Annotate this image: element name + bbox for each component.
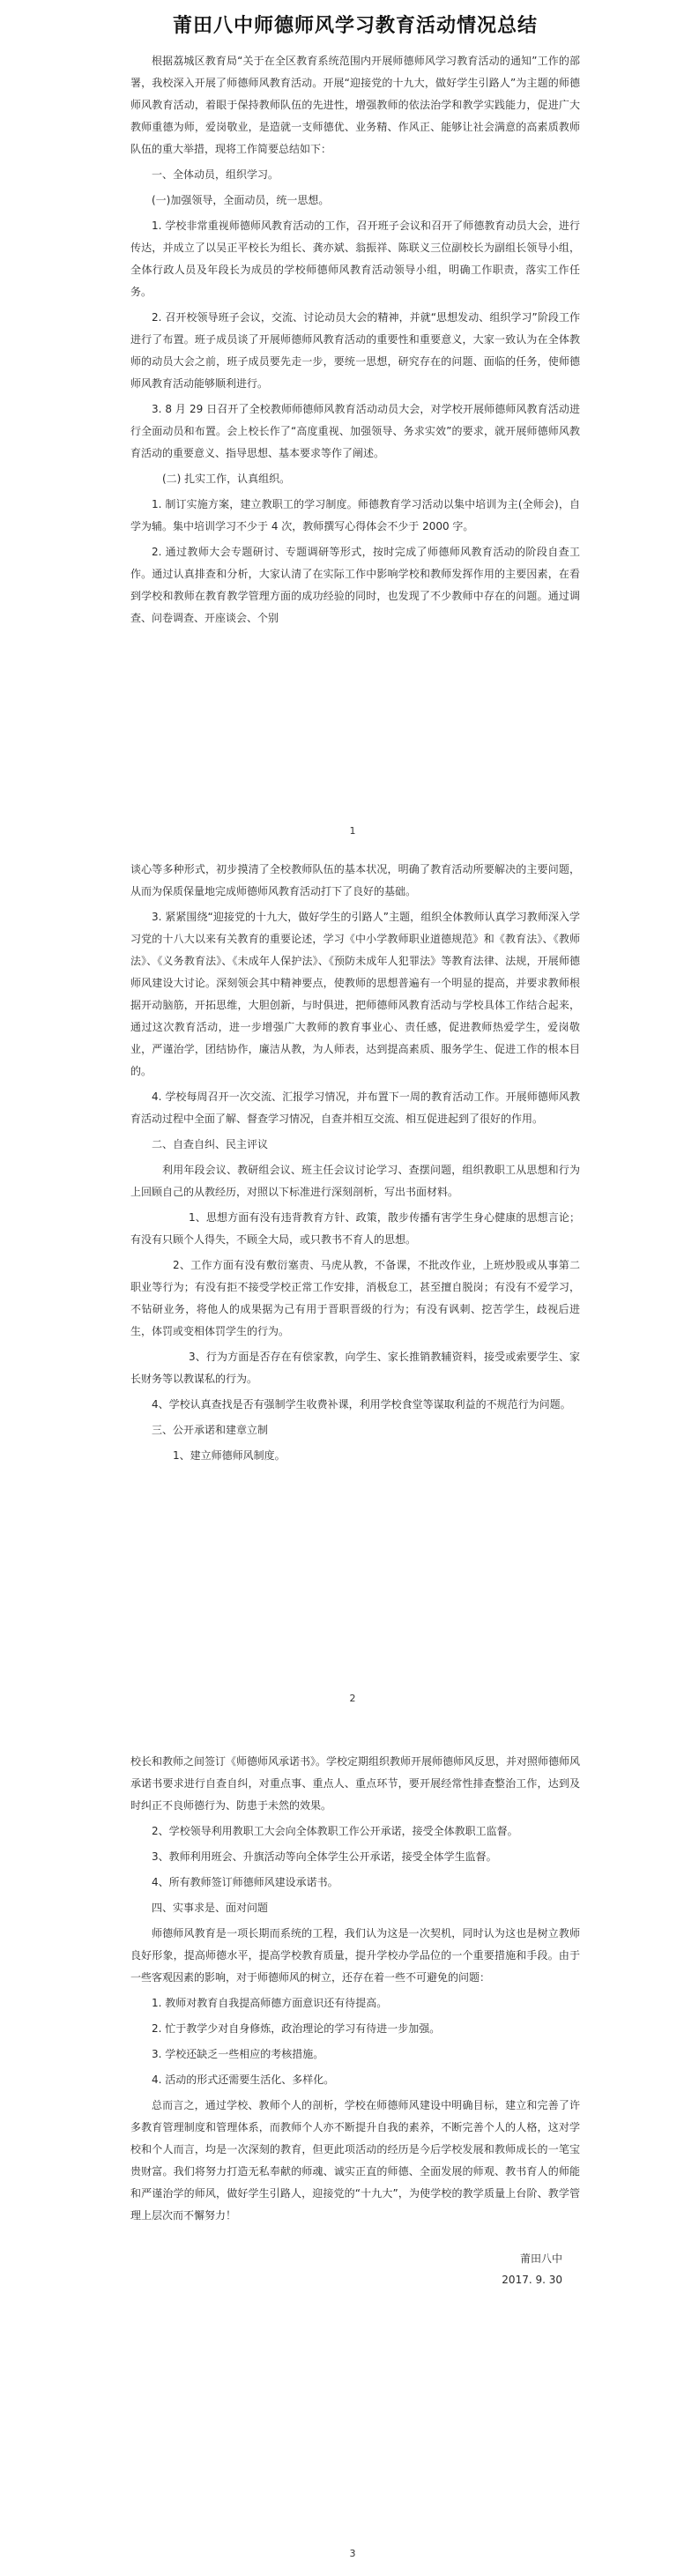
document-page-1 xyxy=(0,0,699,846)
paragraph: 校长和教师之间签订《师德师风承诺书》。学校定期组织教师开展师德师风反思，并对照师德师风承诺书要求进行自查自纠，对重点事、重点人、重点环节，要开展经常性排查整治工作，达到及时纠正不良师德行为、防患于未然的效果。 xyxy=(130,1755,581,1812)
paragraph: 4、学校认真查找是否有强制学生收费补课，利用学校食堂等谋取利益的不规范行为问题。 xyxy=(152,1398,571,1411)
section-heading: (一)加强领导，全面动员，统一思想。 xyxy=(152,194,330,206)
paragraph: 根据荔城区教育局“关于在全区教育系统范围内开展师德师风学习教育活动的通知”工作的部署，我校深入开展了师德师风教育活动。开展“迎接党的十九大，做好学生引路人”为主题的师德师风教育活动，着眼于保持教师队伍的先进性，增强教师的依法治学和教学实践能力，促进广大教师重德为师，爱岗敬业，是造就一支师德优、业务精、作风正、能够让社会满意的高素质教师队伍的重大举措，现将工作简要总结如下： xyxy=(130,55,580,155)
paragraph: 1. 学校非常重视师德师风教育活动的工作，召开班子会议和召开了师德教育动员大会，进行传达，并成立了以吴正平校长为组长、龚亦斌、翁振祥、陈联义三位副校长为副组长领导小组，全体行政人员及年段长为成员的学校师德师风教育活动领导小组，明确工作职责，落实工作任务。 xyxy=(130,220,580,298)
page-1-body xyxy=(130,50,580,629)
paragraph: 4. 活动的形式还需要生活化、多样化。 xyxy=(152,2073,335,2086)
section-heading: 二、自查自纠、民主评议 xyxy=(152,1138,269,1150)
paragraph: 3. 紧紧围绕“迎接党的十九大，做好学生的引路人”主题，组织全体教师认真学习教师深入学习党的十八大以来有关教育的重要论述，学习《中小学教师职业道德规范》和《教育法》、《教师法》、《义务教育法》、《未成年人保护法》、《预防未成年人犯罪法》等教育法律、法规，开展师德师风建设大讨论。深刻领会其中精神要点，使教师的思想普遍有一个明显的提高，并要求教师根据开动脑筋，开拓思维，大胆创新，与时俱进，把师德师风教育活动与学校具体工作结合起来，通过这次教育活动，进一步增强广大教师的教育事业心、责任感，促进教师热爱学生，爱岗敬业，严谨治学，团结协作，廉洁从教，为人师表，达到提高素质、服务学生、促进工作的根本目的。 xyxy=(130,911,580,1077)
watermark: ​ xyxy=(232,239,297,332)
document-page-2 xyxy=(0,846,699,1728)
section-heading: 一、全体动员，组织学习。 xyxy=(152,168,279,181)
paragraph: 1、建立师德师风制度。 xyxy=(173,1449,286,1462)
paragraph: 1、思想方面有没有违背教育方针、政策，散步传播有害学生身心健康的思想言论；有没有只顾个人得失，不顾全大局，或只教书不育人的思想。 xyxy=(130,1211,580,1246)
paragraph: 3、行为方面是否存在有偿家教，向学生、家长推销教辅资料，接受或索要学生、家长财务等以教谋私的行为。 xyxy=(130,1351,580,1385)
page-number: 1 xyxy=(349,825,356,837)
page-2-content xyxy=(130,859,580,1470)
paragraph: (二) 扎实工作，认真组织。 xyxy=(162,473,291,485)
paragraph: 4. 学校每周召开一次交流、汇报学习情况，并布置下一周的教育活动工作。开展师德师风教育活动过程中全面了解、督查学习情况，自查并相互交流、相互促进起到了很好的作用。 xyxy=(130,1091,580,1125)
page-number: 2 xyxy=(349,1693,356,1704)
page-1-content xyxy=(130,0,580,633)
page-3-body xyxy=(130,1751,580,2227)
page-3-content xyxy=(130,1751,580,2290)
paragraph: 1. 制订实施方案，建立教职工的学习制度。师德教育学习活动以集中培训为主(全师会)，自学为辅。集中培训学习不少于 4 次，教师撰写心得体会不少于 2000 字。 xyxy=(130,498,580,532)
paragraph: 1. 教师对教育自我提高师德方面意识还有待提高。 xyxy=(152,1997,388,2009)
paragraph: 2、工作方面有没有敷衍塞责、马虎从教，不备课，不批改作业，上班炒股或从事第二职业等行为；有没有拒不接受学校正常工作安排，消极怠工，甚至擅自脱岗；有没有不爱学习，不钻研业务，将他人的成果据为己有用于晋职晋级的行为；有没有讽刺、挖苦学生，歧视后进生，体罚或变相体罚学生的行为。 xyxy=(130,1259,580,1337)
paragraph: 2、学校领导利用教职工大会向全体教职工作公开承诺，接受全体教职工监督。 xyxy=(152,1825,518,1837)
section-heading: 四、实事求是、面对问题 xyxy=(152,1902,269,1914)
paragraph: 利用年段会议、教研组会议、班主任会议讨论学习、查摆问题，组织教职工从思想和行为上回顾自己的从教经历，对照以下标准进行深刻剖析，写出书面材料。 xyxy=(130,1164,580,1198)
paragraph: 3、教师利用班会、升旗活动等向全体学生公开承诺，接受全体学生监督。 xyxy=(152,1850,497,1863)
document-page-3 xyxy=(0,1728,699,2576)
paragraph: 4、所有教师签订师德师风建设承诺书。 xyxy=(152,1876,338,1888)
paragraph: 2. 召开校领导班子会议，交流、讨论动员大会的精神，并就“思想发动、组织学习”阶段工作进行了布置。班子成员谈了开展师德师风教育活动的重要性和重要意义，大家一致认为在全体教师的动员大会之前，班子成员要先走一步，要统一思想，研究存在的问题、面临的任务，使师德师风教育活动能够顺利进行。 xyxy=(130,311,580,390)
page-number: 3 xyxy=(349,2548,356,2559)
paragraph: 总而言之，通过学校、教师个人的剖析，学校在师德师风建设中明确目标，建立和完善了许多教育管理制度和管理体系，而教师个人亦不断提升自我的素养，不断完善个人的人格，这对学校和个人而言，均是一次深刻的教育，但更此项活动的经历是今后学校发展和教师成长的一笔宝贵财富。我们将努力打造无私奉献的师魂、诚实正直的师德、全面发展的师观、教书育人的师能和严谨治学的师风，做好学生引路人，迎接党的“十九大”，为使学校的教学质量上台阶、教学管理上层次而不懈努力！ xyxy=(130,2099,580,2222)
document-title: 莆田八中师德师风学习教育活动情况总结 xyxy=(172,14,538,37)
signature-date: 2017. 9. 30 xyxy=(502,2274,562,2286)
section-heading: 三、公开承诺和建章立制 xyxy=(152,1424,269,1436)
paragraph: 2. 通过教师大会专题研讨、专题调研等形式，按时完成了师德师风教育活动的阶段自查工作。通过认真排查和分析，大家认清了在实际工作中影响学校和教师发挥作用的主要因素，在看到学校和教师在教育教学管理方面的成功经验的同时，也发现了不少教师中存在的问题。通过调查、问卷调查、开座谈会、个别 xyxy=(130,546,580,624)
paragraph: 师德师风教育是一项长期而系统的工程，我们认为这是一次契机，同时认为这也是树立教师良好形象，提高师德水平，提高学校教育质量，提升学校办学品位的一个重要措施和手段。由于一些客观因素的影响，对于师德师风的树立，还存在着一些不可避免的问题： xyxy=(130,1927,580,1984)
paragraph: 2. 忙于教学少对自身修炼，政治理论的学习有待进一步加强。 xyxy=(152,2022,441,2035)
signature-org: 莆田八中 xyxy=(519,2252,562,2265)
paragraph: 3. 学校还缺乏一些相应的考核措施。 xyxy=(152,2048,324,2060)
page-2-body xyxy=(130,859,580,1467)
paragraph: 3. 8 月 29 日召开了全校教师师德师风教育活动动员大会，对学校开展师德师风教育活动进行全面动员和布置。会上校长作了“高度重视、加强领导、务求实效”的要求，就开展师德师风教育活动的重要意义、指导思想、基本要求等作了阐述。 xyxy=(130,403,580,459)
paragraph: 谈心等多种形式，初步摸清了全校教师队伍的基本状况，明确了教育活动所要解决的主要问题，从而为保质保量地完成师德师风教育活动打下了良好的基础。 xyxy=(130,863,580,897)
